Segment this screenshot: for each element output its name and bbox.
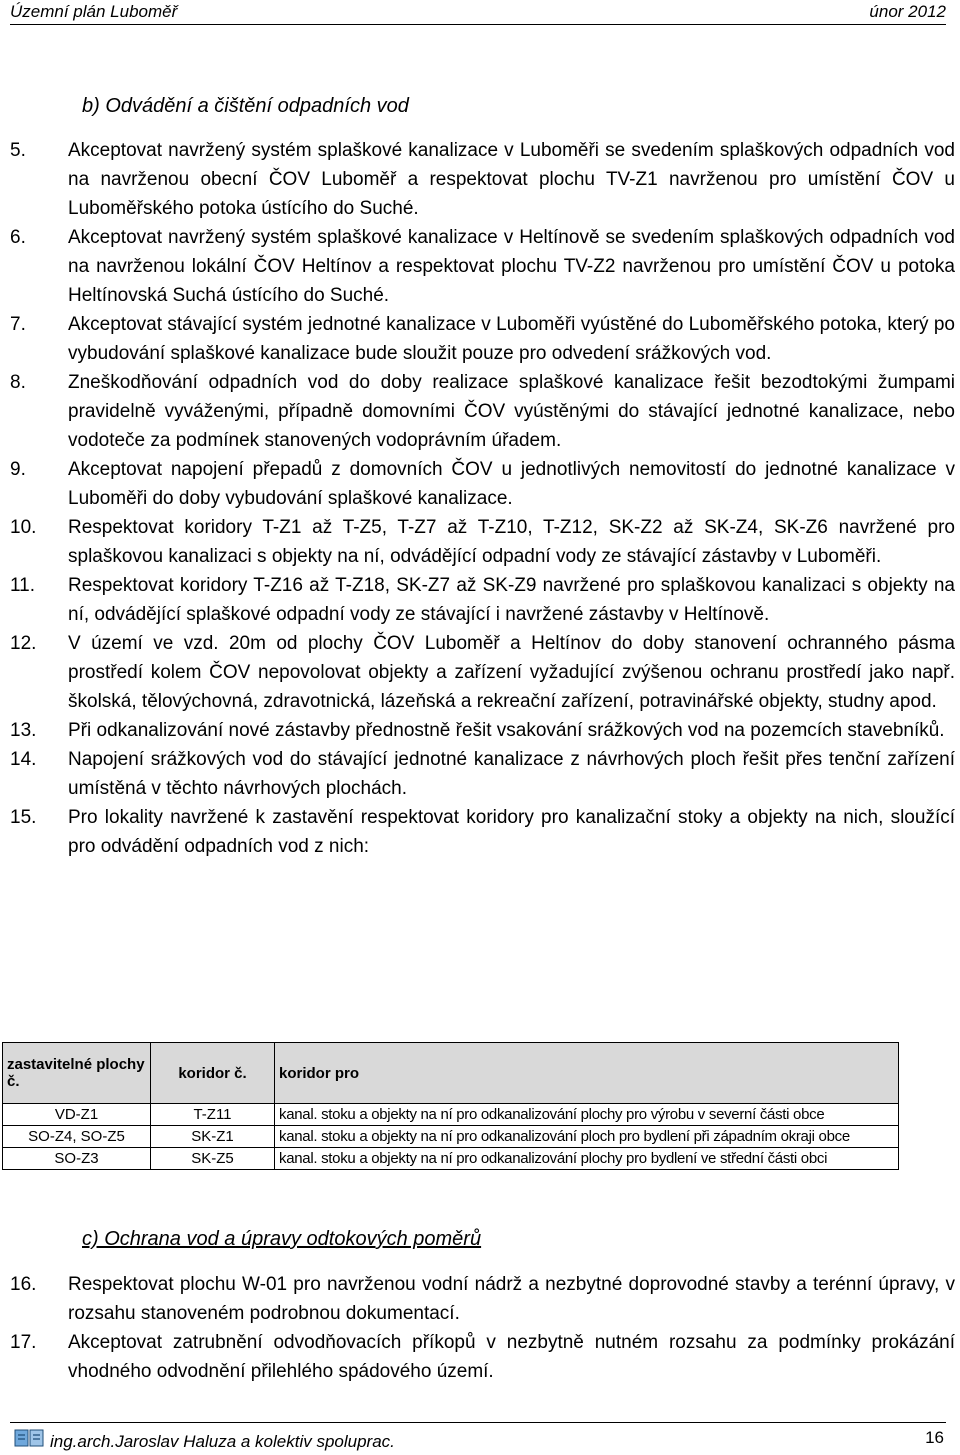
page-number: 16	[925, 1428, 944, 1447]
footer-author: ing.arch.Jaroslav Haluza a kolektiv spoluprac.	[50, 1432, 395, 1451]
item-text: Respektovat plochu W-01 pro navrženou vodní nádrž a nezbytné doprovodné stavby a terénní úpravy, v rozsahu stanoveném podrobnou dokumentací.	[68, 1274, 955, 1324]
item-text: V území ve vzd. 20m od plochy ČOV Luboměř a Heltínov do doby stanovení ochranného pásma prostředí kolem ČOV nepovolovat objekty a zařízení vyžadující zvýšenou ochranu prostředí jako např. školská, tělovýchovná, zdravotnická, lázeňská a rekreační zařízení, potravinářské objekty, studny apod.	[68, 633, 955, 712]
item-text: Respektovat koridory T-Z16 až T-Z18, SK-Z7 až SK-Z9 navržené pro splaškovou kanalizaci s objekty na ní, odvádějící splaškové odpadní vody ze stávající i navržené zástavby v Heltínově.	[68, 575, 955, 625]
item-number: 10.	[10, 517, 37, 538]
item-number: 14.	[10, 749, 37, 770]
item-text: Zneškodňování odpadních vod do doby realizace splaškové kanalizace řešit bezodtokými žumpami pravidelně vyváženými, případně domovními ČOV vyústěnými do stávající jednotné kanalizace, nebo vodoteče za podmínek stanovených vodoprávním úřadem.	[68, 372, 955, 451]
item-text: Akceptovat zatrubnění odvodňovacích příkopů v nezbytně nutném rozsahu za podmínky prokázání vhodného odvodnění přilehlého spádového území.	[68, 1332, 955, 1382]
column-header: koridor pro	[275, 1043, 899, 1104]
header-rule	[10, 24, 946, 25]
column-header: zastavitelné plochy č.	[3, 1043, 151, 1104]
list-item	[10, 136, 955, 223]
list-item	[10, 1328, 955, 1386]
item-text: Akceptovat stávající systém jednotné kanalizace v Luboměři vyústěné do Luboměřského potoka, který po vybudování splaškové kanalizace bude sloužit pouze pro odvedení srážkových vod.	[68, 314, 955, 364]
item-number: 12.	[10, 633, 37, 654]
item-text: Pro lokality navržené k zastavění respektovat koridory pro kanalizační stoky a objekty na nich, sloužící pro odvádění odpadních vod z nich:	[68, 807, 955, 857]
table-cell: kanal. stoku a objekty na ní pro odkanalizování ploch pro bydlení při západním okraji obce	[275, 1126, 899, 1148]
table-cell: SK-Z5	[151, 1148, 275, 1170]
document-date: únor 2012	[869, 2, 946, 21]
item-text: Akceptovat navržený systém splaškové kanalizace v Luboměři se svedením splaškových odpadních vod na navrženou obecní ČOV Luboměř a respektovat plochu TV-Z1 navrženou pro umístění ČOV u Luboměřského potoka ústícího do Suché.	[68, 140, 955, 219]
table-cell: SO-Z3	[3, 1148, 151, 1170]
list-item	[10, 629, 955, 716]
table-row	[3, 1148, 899, 1170]
table-cell: kanal. stoku a objekty na ní pro odkanalizování plochy pro výrobu v severní části obce	[275, 1104, 899, 1126]
table-cell: kanal. stoku a objekty na ní pro odkanalizování plochy pro bydlení ve střední části obci	[275, 1148, 899, 1170]
page-header	[10, 0, 946, 28]
column-header: koridor č.	[151, 1043, 275, 1104]
list-item	[10, 803, 955, 861]
list-item	[10, 223, 955, 310]
item-number: 8.	[10, 372, 26, 393]
author-logo-icon	[14, 1428, 44, 1448]
list-item	[10, 310, 955, 368]
table-cell: SK-Z1	[151, 1126, 275, 1148]
list-item	[10, 513, 955, 571]
list-item	[10, 1270, 955, 1328]
item-text: Napojení srážkových vod do stávající jednotné kanalizace z návrhových ploch řešit přes tenční zařízení umístěná v těchto návrhových plochách.	[68, 749, 955, 799]
item-text: Respektovat koridory T-Z1 až T-Z5, T-Z7 až T-Z10, T-Z12, SK-Z2 až SK-Z4, SK-Z6 navržené pro splaškovou kanalizaci s objekty na ní, odvádějící odpadní vody ze stávající zástavby v Luboměři.	[68, 517, 955, 567]
section-b-title: b) Odvádění a čištění odpadních vod	[82, 95, 409, 117]
list-item	[10, 455, 955, 513]
table-header-row	[3, 1043, 899, 1104]
item-number: 17.	[10, 1332, 37, 1353]
list-item	[10, 571, 955, 629]
item-text: Při odkanalizování nové zástavby přednostně řešit vsakování srážkových vod na pozemcích stavebníků.	[68, 720, 945, 741]
item-number: 11.	[10, 575, 36, 596]
table-row	[3, 1126, 899, 1148]
item-number: 9.	[10, 459, 26, 480]
page-footer	[10, 1422, 946, 1452]
list-item	[10, 716, 955, 745]
table-cell: T-Z11	[151, 1104, 275, 1126]
footer-rule	[10, 1422, 946, 1423]
item-number: 7.	[10, 314, 26, 335]
table-row	[3, 1104, 899, 1126]
list-item	[10, 745, 955, 803]
list-item	[10, 368, 955, 455]
item-number: 13.	[10, 720, 37, 741]
item-text: Akceptovat navržený systém splaškové kanalizace v Heltínově se svedením splaškových odpadních vod na navrženou lokální ČOV Heltínov a respektovat plochu TV-Z2 navrženou pro umístění ČOV u potoka Heltínovská Suchá ústícího do Suché.	[68, 227, 955, 306]
table-cell: SO-Z4, SO-Z5	[3, 1126, 151, 1148]
item-number: 6.	[10, 227, 26, 248]
item-number: 5.	[10, 140, 26, 161]
item-number: 16.	[10, 1274, 37, 1295]
table-cell: VD-Z1	[3, 1104, 151, 1126]
document-title: Územní plán Luboměř	[10, 2, 178, 21]
corridor-table	[2, 1042, 899, 1170]
list-b	[10, 136, 955, 861]
item-text: Akceptovat napojení přepadů z domovních ČOV u jednotlivých nemovitostí do jednotné kanalizace v Luboměři do doby vybudování splaškové kanalizace.	[68, 459, 955, 509]
item-number: 15.	[10, 807, 37, 828]
section-c-title: c) Ochrana vod a úpravy odtokových poměrů	[82, 1228, 482, 1250]
list-c	[10, 1270, 955, 1386]
